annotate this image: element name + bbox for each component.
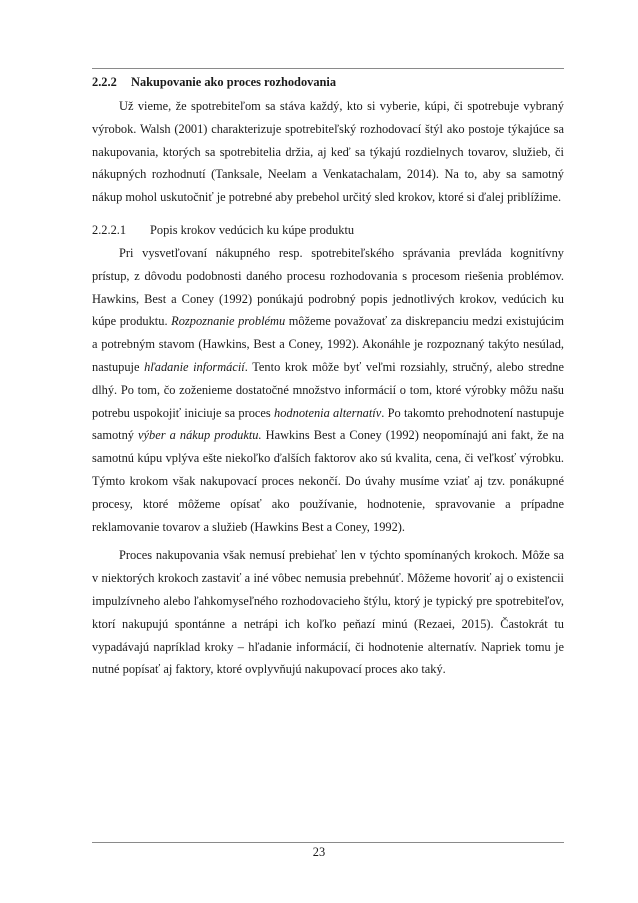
section-number: 2.2.2 [92,75,117,89]
section-heading [92,74,564,90]
paragraph-2-text-2: môžeme považovať za diskrepanciu medzi existujúcim a potrebným stavom (Hawkins, Best a Coney, 1992). Akonáhle je rozpoznaný takýto nesúlad, nastupuje [92,314,564,374]
page-number: 23 [312,845,326,859]
subsection-heading [92,222,564,238]
paragraph-2 [92,242,564,538]
paragraph-3: Proces nakupovania však nemusí prebiehať len v týchto spomínaných krokoch. Môže sa v niektorých krokoch zastaviť a iné vôbec nemusia prebehnúť. Môžeme hovoriť aj o existencii impulzívneho alebo ľahkomyseľného rozhodovacieho štýlu, ktorý je typický pre spotrebiteľov, ktorí nakupujú spontánne a netrápi ich koľko peňazí minú (Rezaei, 2015). Častokrát tu vypadávajú napríklad kroky – hľadanie informácií, či hodnotenie alternatív. Napriek tomu je nutné popísať aj faktory, ktoré ovplyvňujú nakupovací proces ako taký. [92,548,564,677]
paragraph-2-text-4: . Po takomto prehodnotení nastupuje samotný [92,405,564,443]
footer-rule [92,842,564,843]
section-title: Nakupovanie ako proces rozhodovania [131,75,337,89]
subsection-title: Popis krokov vedúcich ku kúpe produktu [150,222,355,237]
emphasis-problem-recognition: Rozpoznanie problému [171,314,286,329]
header-rule [92,68,564,69]
subsection-number: 2.2.2.1 [92,222,127,237]
paragraph-2-text-3: . Tento krok môže byť veľmi rozsiahly, stručný, alebo stredne dlhý. Po tom, čo zoženieme dostatočné množstvo informácií o tom, ktoré výrobky môžu našu potrebu uspokojiť iniciuje sa proces [92,359,564,420]
emphasis-evaluation-alternatives: hodnotenia alternatív [274,405,382,420]
paragraph-2-text-5: Hawkins Best a Coney (1992) neopomínajú ani fakt, že na samotnú kúpu vplýva ešte niekoľko ďalších faktorov ako sú kvalita, cena, či veľkosť výrobku. Týmto krokom však nakupovací proces nekončí. Do úvahy musíme vziať aj tzv. ponákupné procesy, ktoré môžeme opísať ako používanie, hodnotenie, spravovanie a prípadne reklamovanie tovarov a služieb (Hawkins Best a Coney, 1992). [92,428,564,534]
paragraph-2-text-1: Pri vysvetľovaní nákupného resp. spotrebiteľského správania prevláda kognitívny prístup, z dôvodu podobnosti daného procesu rozhodovania s procesom riešenia problémov. Hawkins, Best a Coney (1992) ponúkajú podrobný popis jednotlivých krokov, vedúcich ku kúpe produktu. [92,245,564,329]
emphasis-information-search: hľadanie informácií [144,359,245,374]
page-body [92,72,564,681]
emphasis-selection-purchase: výber a nákup produktu. [138,428,262,443]
paragraph-1: Už vieme, že spotrebiteľom sa stáva každý, kto si vyberie, kúpi, či spotrebuje vybraný výrobok. Walsh (2001) charakterizuje spotrebiteľský rozhodovací štýl ako postoje týkajúce sa nakupovania, ktorých sa spotrebitelia držia, aj keď sa týkajú rozdielnych tovarov, služieb, či nákupných rozhodnutí (Tanksale, Neelam a Venkatachalam, 2014). Na to, aby sa samotný nákup mohol uskutočniť je potrebné aby prebehol určitý sled krokov, ktoré si ďalej priblížime. [92,99,564,205]
